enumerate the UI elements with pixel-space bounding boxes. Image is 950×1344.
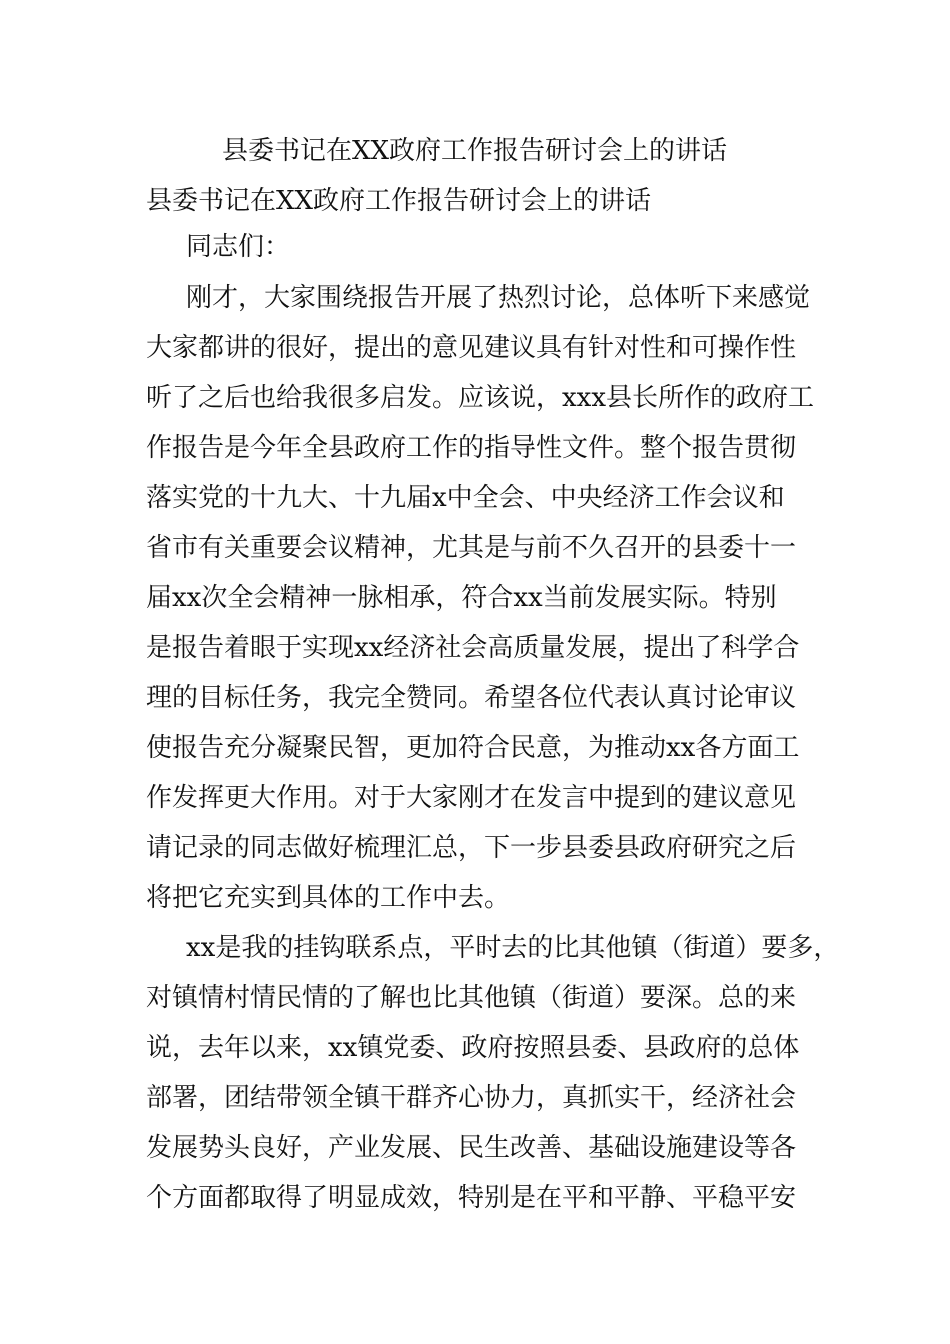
paragraph-line: 部署，团结带领全镇干群齐心协力，真抓实干，经济社会	[146, 1083, 797, 1113]
paragraph-line: 省市有关重要会议精神，尤其是与前不久召开的县委十一	[146, 533, 797, 563]
document-subtitle: 县委书记在XX政府工作报告研讨会上的讲话	[146, 186, 652, 216]
salutation: 同志们：	[186, 232, 291, 262]
paragraph-line: 将把它充实到具体的工作中去。	[146, 883, 511, 913]
paragraph-line: 听了之后也给我很多启发。应该说，xxx县长所作的政府工	[146, 383, 814, 413]
paragraph-line: 大家都讲的很好，提出的意见建议具有针对性和可操作性	[146, 333, 797, 363]
paragraph-line: 是报告着眼于实现xx经济社会高质量发展，提出了科学合	[146, 633, 800, 663]
paragraph-line: 届xx次全会精神一脉相承，符合xx当前发展实际。特别	[146, 583, 777, 613]
paragraph-line: 作报告是今年全县政府工作的指导性文件。整个报告贯彻	[146, 433, 797, 463]
paragraph-line: 理的目标任务，我完全赞同。希望各位代表认真讨论审议	[146, 683, 797, 713]
paragraph-line: 对镇情村情民情的了解也比其他镇（街道）要深。总的来	[146, 983, 797, 1013]
paragraph-line: 使报告充分凝聚民智，更加符合民意，为推动xx各方面工	[146, 733, 800, 763]
paragraph-line: 落实党的十九大、十九届x中全会、中央经济工作会议和	[146, 483, 785, 513]
paragraph-line: xx是我的挂钩联系点，平时去的比其他镇（街道）要多，	[186, 933, 840, 963]
paragraph-line: 作发挥更大作用。对于大家刚才在发言中提到的建议意见	[146, 783, 797, 813]
paragraph-line: 个方面都取得了明显成效，特别是在平和平静、平稳平安	[146, 1183, 797, 1213]
paragraph-line: 发展势头良好，产业发展、民生改善、基础设施建设等各	[146, 1133, 797, 1163]
paragraph-line: 说，去年以来，xx镇党委、政府按照县委、县政府的总体	[146, 1033, 800, 1063]
paragraph-line: 刚才，大家围绕报告开展了热烈讨论，总体听下来感觉	[186, 283, 811, 313]
paragraph-line: 请记录的同志做好梳理汇总，下一步县委县政府研究之后	[146, 833, 797, 863]
document-title: 县委书记在XX政府工作报告研讨会上的讲话	[222, 136, 728, 166]
